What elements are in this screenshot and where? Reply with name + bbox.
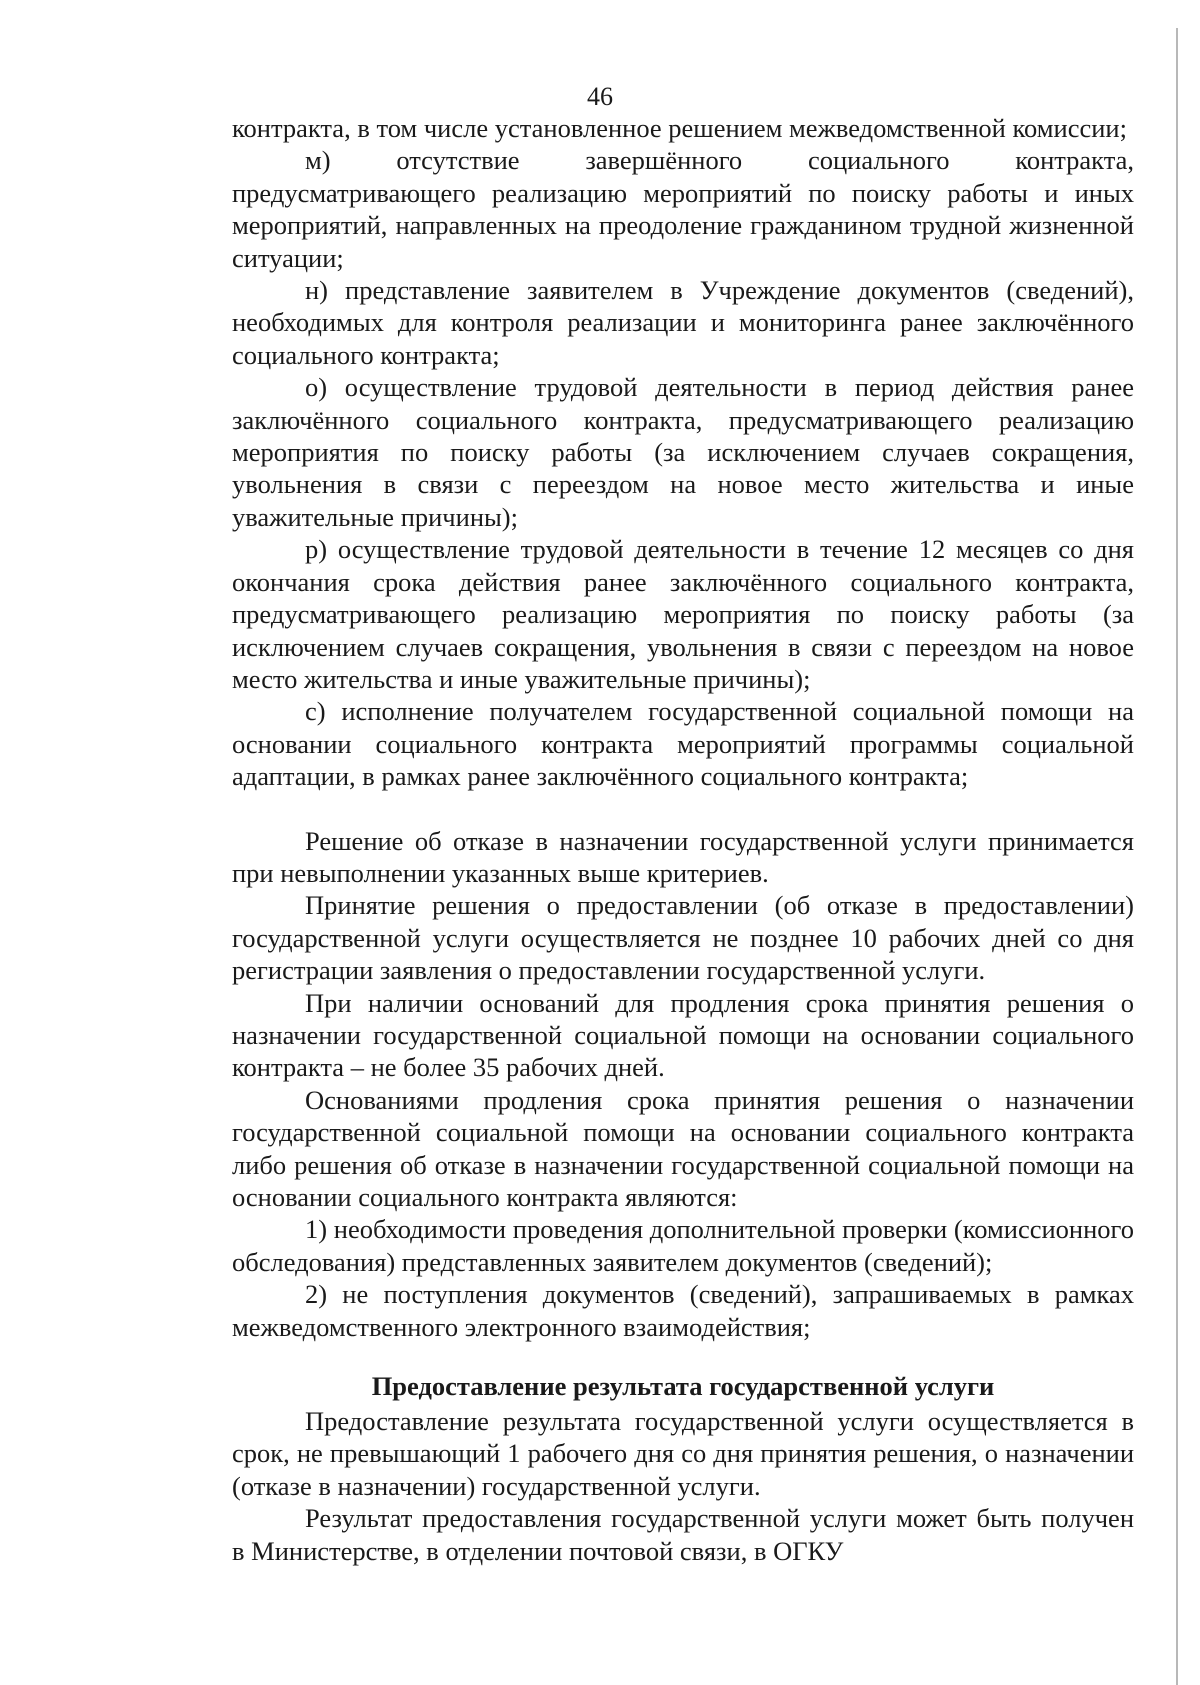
section-heading: Предоставление результата государственной услуги (371, 1371, 995, 1402)
paragraph-item-o: о) осуществление трудовой деятельности в период действия ранее заключённого социального контракта, предусматривающего реализацию мероприятия по поиску работы (за исключением случаев сокращения, увольнения в связи с переездом на новое место жительства и иные уважительные причины); (232, 372, 1134, 532)
paragraph-ground-1: 1) необходимости проведения дополнительной проверки (комиссионного обследования) представленных заявителем документов (сведений); (232, 1214, 1134, 1277)
paragraph-item-r: р) осуществление трудовой деятельности в течение 12 месяцев со дня окончания срока действия ранее заключённого социального контракта, предусматривающего реализацию мероприятия по поиску работы (за исключением случаев сокращения, увольнения в связи с переездом на новое место жительства и иные уважительные причины); (232, 534, 1134, 694)
paragraph-continuation: контракта, в том числе установленное решением межведомственной комиссии; (232, 113, 1127, 143)
paragraph-item-s: с) исполнение получателем государственной социальной помощи на основании социального контракта мероприятий программы социальной адаптации, в рамках ранее заключённого социального контракта; (232, 696, 1134, 792)
paragraph-extension: При наличии оснований для продления срока принятия решения о назначении государственной социальной помощи на основании социального контракта – не более 35 рабочих дней. (232, 987, 1134, 1083)
page-number: 46 (587, 82, 613, 111)
paragraph-item-m: м) отсутствие завершённого социального контракта, предусматривающего реализацию мероприятий по поиску работы и иных мероприятий, направленных на преодоление гражданином трудной жизненной ситуации; (232, 145, 1134, 273)
document-body (232, 112, 1134, 1567)
paragraph-item-n: н) представление заявителем в Учреждение документов (сведений), необходимых для контроля реализации и мониторинга ранее заключённого социального контракта; (232, 275, 1134, 370)
paragraph-result-place: Результат предоставления государственной услуги может быть получен в Министерстве, в отделении почтовой связи, в ОГКУ (232, 1503, 1134, 1566)
paragraph-ground-2: 2) не поступления документов (сведений), запрашиваемых в рамках межведомственного электронного взаимодействия; (232, 1279, 1134, 1342)
paragraph-extension-grounds: Основаниями продления срока принятия решения о назначении государственной социальной помощи на основании социального контракта либо решения об отказе в назначении государственной социальной помощи на основании социального контракта являются: (232, 1084, 1134, 1212)
paragraph-refusal: Решение об отказе в назначении государственной услуги принимается при невыполнении указанных выше критериев. (232, 825, 1134, 888)
page-edge-line (1176, 28, 1178, 1685)
paragraph-decision-term: Принятие решения о предоставлении (об отказе в предоставлении) государственной услуги осуществляется не позднее 10 рабочих дней со дня регистрации заявления о предоставлении государственной услуги. (232, 890, 1134, 986)
paragraph-result-term: Предоставление результата государственной услуги осуществляется в срок, не превышающий 1 рабочего дня со дня принятия решения, о назначении (отказе в назначении) государственной услуги. (232, 1406, 1134, 1501)
